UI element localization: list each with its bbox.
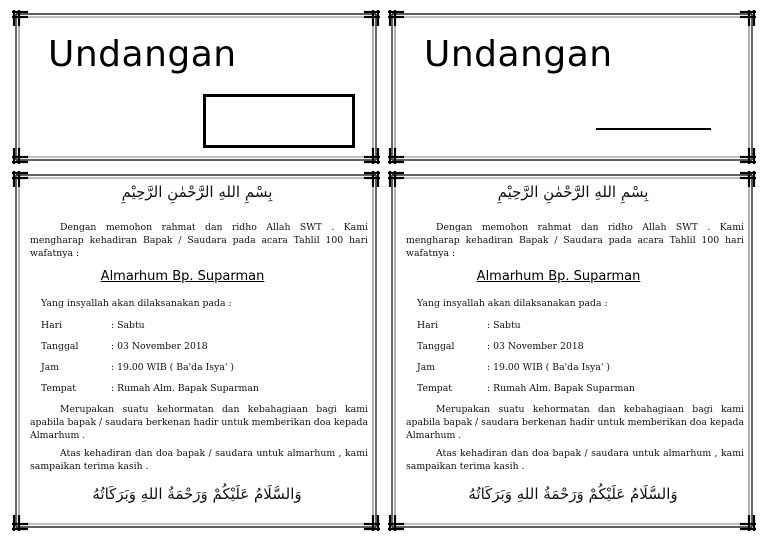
schedule-value: : 19.00 WIB ( Ba'da Isya' ) xyxy=(487,362,611,373)
schedule-value: : 03 November 2018 xyxy=(487,341,584,352)
bismillah-calligraphy: بِسْمِ اللهِ الرَّحْمٰنِ الرَّحِيْمِ xyxy=(497,183,649,201)
invitation-panel-left xyxy=(12,171,380,531)
cover-panel-right xyxy=(388,10,756,164)
thanks-paragraph: Atas kehadiran dan doa bapak / saudara untuk almarhum , kami sampaikan terima kasih . xyxy=(406,448,744,472)
schedule-value: : Rumah Alm. Bapak Suparman xyxy=(487,383,635,394)
schedule-value: : 03 November 2018 xyxy=(111,341,208,352)
schedule-label: Tempat xyxy=(417,383,453,394)
cover-panel-left xyxy=(12,10,380,164)
name-line[interactable] xyxy=(596,128,711,130)
schedule-label: Tanggal xyxy=(417,341,455,352)
schedule-label: Jam xyxy=(41,362,60,373)
invitation-panel-right xyxy=(388,171,756,531)
schedule-value: : Sabtu xyxy=(111,320,145,331)
honor-paragraph: Merupakan suatu kehormatan dan kebahagiaan bagi kami apabila bapak / saudara berkenan hadir untuk memberikan doa kepada Almarhum . xyxy=(406,404,744,441)
thanks-paragraph: Atas kehadiran dan doa bapak / saudara untuk almarhum , kami sampaikan terima kasih . xyxy=(30,448,368,472)
cover-title: Undangan xyxy=(48,34,237,75)
schedule-label: Jam xyxy=(417,362,436,373)
schedule-label: Hari xyxy=(41,320,63,331)
closing-salam-calligraphy: وَالسَّلَامُ عَلَيْكُمْ وَرَحْمَةُ اللهِ وَبَرَكَاتُهُ xyxy=(468,485,678,503)
invitation-content xyxy=(30,171,368,531)
closing-salam-calligraphy: وَالسَّلَامُ عَلَيْكُمْ وَرَحْمَةُ اللهِ وَبَرَكَاتُهُ xyxy=(92,485,302,503)
schedule-value: : Rumah Alm. Bapak Suparman xyxy=(111,383,259,394)
schedule-label: Hari xyxy=(417,320,439,331)
bismillah-calligraphy: بِسْمِ اللهِ الرَّحْمٰنِ الرَّحِيْمِ xyxy=(121,183,273,201)
schedule-label: Tanggal xyxy=(41,341,79,352)
deceased-name: Almarhum Bp. Suparman xyxy=(100,269,265,284)
name-box[interactable] xyxy=(203,94,355,148)
opening-paragraph: Dengan memohon rahmat dan ridho Allah SWT . Kami mengharap kehadiran Bapak / Saudara pada acara Tahlil 100 hari wafatnya : xyxy=(30,222,368,259)
honor-paragraph: Merupakan suatu kehormatan dan kebahagiaan bagi kami apabila bapak / saudara berkenan hadir untuk memberikan doa kepada Almarhum . xyxy=(30,404,368,441)
opening-paragraph: Dengan memohon rahmat dan ridho Allah SWT . Kami mengharap kehadiran Bapak / Saudara pada acara Tahlil 100 hari wafatnya : xyxy=(406,222,744,259)
deceased-name: Almarhum Bp. Suparman xyxy=(476,269,641,284)
cover-title: Undangan xyxy=(424,34,613,75)
schedule-value: : 19.00 WIB ( Ba'da Isya' ) xyxy=(111,362,235,373)
schedule-value: : Sabtu xyxy=(487,320,521,331)
schedule-label: Tempat xyxy=(41,383,77,394)
intro-line: Yang insyallah akan dilaksanakan pada : xyxy=(41,298,232,309)
intro-line: Yang insyallah akan dilaksanakan pada : xyxy=(417,298,608,309)
invitation-content xyxy=(406,171,744,531)
